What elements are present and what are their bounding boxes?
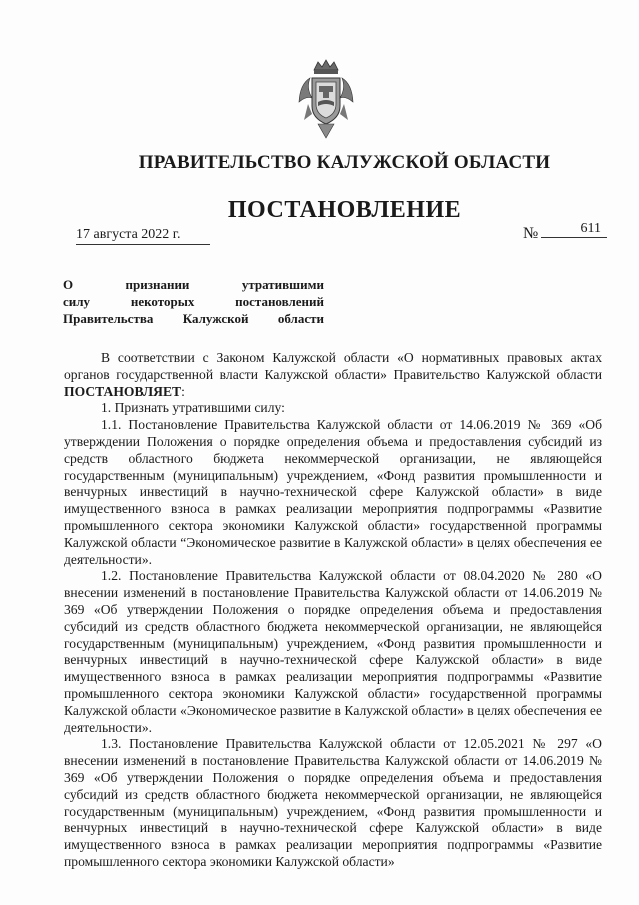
subject-word: силу (63, 294, 91, 309)
item-1-1: 1.1. Постановление Правительства Калужской области от 14.06.2019 № 369 «Об утверждении Положения о порядке определения объема и предоставления субсидий из средств областного бюджета некоммерческой организации, не являющейся государственным (муниципальным) учреждением, «Фонд развития промышленности и венчурных инвестиций в научно-технической сфере Калужской области» в виде имущественного взноса в рамках реализации мероприятия подпрограммы «Развитие промышленного сектора экономики Калужской области» государственной программы Калужской области “Экономическое развитие в Калужской области» в целях обеспечения ее деятельности». (64, 417, 602, 567)
subject-line-3 (63, 310, 324, 327)
subject-word: Правительства (63, 311, 154, 326)
subject-word: О (63, 277, 74, 292)
subject-word: Калужской (182, 311, 249, 326)
subject-word: некоторых (130, 294, 195, 309)
subject-line-1 (63, 276, 324, 293)
government-title: ПРАВИТЕЛЬСТВО КАЛУЖСКОЙ ОБЛАСТИ (138, 152, 551, 173)
number-label: № (523, 225, 539, 242)
subject-word: области (277, 311, 324, 326)
item-1-3: 1.3. Постановление Правительства Калужской области от 12.05.2021 № 297 «О внесении изменений в постановление Правительства Калужской области от 14.06.2019 № 369 «Об утверждении Положения о порядке определения объема и предоставления субсидий из средств областного бюджета некоммерческой организации, не являющейся государственным (муниципальным) учреждением, «Фонд развития промышленности и венчурных инвестиций в научно-технической сфере Калужской области» в виде имущественного взноса в рамках реализации мероприятия подпрограммы «Развитие промышленного сектора экономики Калужской области» (64, 736, 602, 869)
document-subject (63, 276, 324, 327)
intro-colon: : (181, 383, 185, 399)
intro-decree-word: ПОСТАНОВЛЯЕТ (64, 383, 182, 399)
kaluga-coat-of-arms-icon (296, 58, 356, 144)
document-date: 17 августа 2022 г. (76, 227, 210, 245)
subject-word: признании (125, 277, 190, 292)
document-body (64, 350, 602, 871)
subject-word: утратившими (241, 277, 324, 292)
item-1: 1. Признать утратившими силу: (101, 400, 285, 416)
item-1-2: 1.2. Постановление Правительства Калужской области от 08.04.2020 № 280 «О внесении изменений в постановление Правительства Калужской области от 14.06.2019 № 369 «Об утверждении Положения о порядке определения объема и предоставления субсидий из средств областного бюджета некоммерческой организации, не являющейся государственным (муниципальным) учреждением, «Фонд развития промышленности и венчурных инвестиций в научно-технической сфере Калужской области» в виде имущественного взноса в рамках реализации мероприятия подпрограммы «Развитие промышленного сектора экономики Калужской области» государственной программы Калужской области «Экономическое развитие в Калужской области» в целях обеспечения ее деятельности». (64, 568, 602, 735)
document-number: 611 (541, 221, 607, 238)
document-type: ПОСТАНОВЛЕНИЕ (227, 197, 462, 223)
subject-line-2 (63, 293, 324, 310)
intro-text: В соответствии с Законом Калужской области «О нормативных правовых актах органов государственной власти Калужской области» Правительство Калужской области (64, 350, 602, 382)
subject-word: постановлений (235, 294, 324, 309)
intro-paragraph (64, 350, 602, 400)
